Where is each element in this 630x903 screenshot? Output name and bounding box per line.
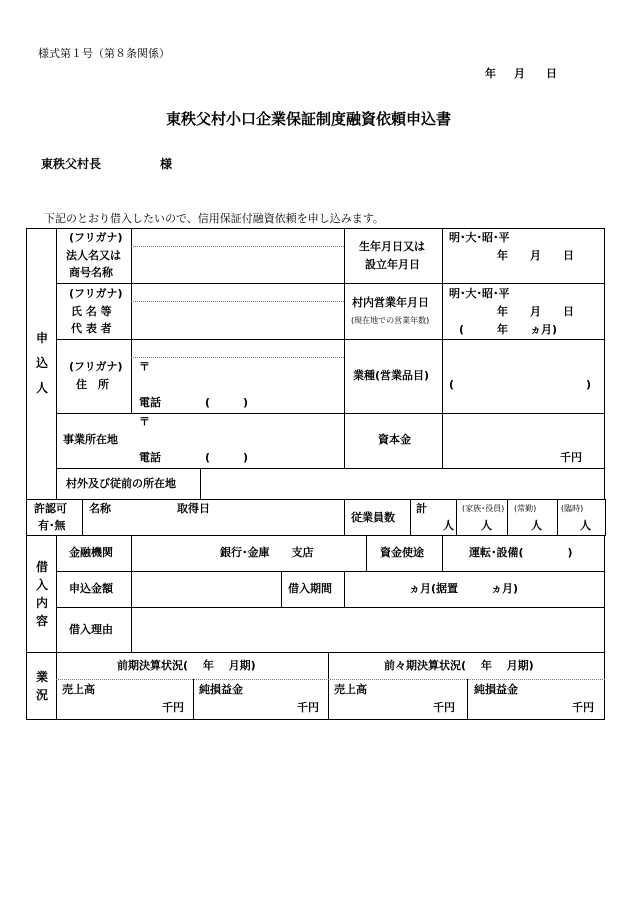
section-label-business-1: 業 (36, 670, 49, 684)
period-label: 借入期間 (288, 582, 332, 595)
permit-label-2: 有･無 (38, 519, 66, 532)
period-field: ヵ月(据置 ヵ月) (409, 582, 519, 595)
birth-label-1: 生年月日又は (359, 240, 425, 253)
section-label-applicant-1: 申 (36, 331, 49, 345)
address-label: 住 所 (76, 378, 109, 391)
section-label-applicant-3: 人 (36, 381, 49, 395)
furigana-label-rep: (フリガナ) (69, 287, 123, 300)
employees-temporary-label: (臨時) (561, 504, 584, 513)
permit-label-1: 許認可 (34, 502, 67, 515)
intro-text: 下記のとおり借入したいので、信用保証付融資依頼を申し込みます。 (44, 212, 384, 225)
employees-family-label: (家族･役員) (462, 504, 505, 513)
employees-total-unit: 人 (443, 519, 454, 532)
employees-label: 従業員数 (351, 511, 395, 524)
date-month: 月 (514, 67, 525, 80)
birth-date-fields: 年 月 日 (497, 249, 574, 262)
prev-prev-period-header: 前々期決算状況( 年 月期) (384, 659, 534, 672)
prevprev-profit-label: 純損益金 (474, 683, 518, 696)
section-label-loan-4: 容 (36, 614, 49, 628)
outside-location-label: 村外及び従前の所在地 (66, 477, 176, 490)
section-label-loan-2: 入 (36, 578, 49, 592)
corp-name-label-2: 商号名称 (69, 266, 113, 279)
prev-profit-unit: 千円 (297, 701, 319, 714)
industry-label: 業種(営業品目) (353, 369, 430, 382)
prev-profit-label: 純損益金 (199, 683, 243, 696)
birth-era-options: 明･大･昭･平 (449, 231, 510, 244)
purpose-field: 運転･設備( ) (469, 546, 573, 559)
permit-name-label: 名称 (89, 502, 111, 515)
honorific: 様 (160, 157, 173, 171)
date-year: 年 (485, 67, 496, 80)
employees-family-unit: 人 (481, 519, 492, 532)
prev-sales-unit: 千円 (162, 701, 184, 714)
corp-name-label-1: 法人名又は (66, 249, 121, 262)
form-number: 様式第１号（第８条関係） (38, 47, 170, 60)
prevprev-sales-label: 売上高 (334, 683, 367, 696)
office-phone: 電話 ( ) (139, 451, 249, 464)
amount-label: 申込金額 (69, 582, 113, 595)
prev-sales-label: 売上高 (62, 683, 95, 696)
office-label: 事業所在地 (63, 433, 118, 446)
purpose-label: 資金使途 (380, 546, 424, 559)
page-title: 東秩父村小口企業保証制度融資依頼申込書 (166, 110, 452, 128)
furigana-label-address: (フリガナ) (69, 360, 123, 373)
industry-field: ( ) (449, 378, 592, 391)
furigana-label-corp: (フリガナ) (69, 231, 123, 244)
prev-period-header: 前期決算状況( 年 月期) (117, 659, 256, 672)
section-label-business-2: 況 (36, 688, 49, 702)
employees-fulltime-label: (常勤) (514, 504, 537, 513)
section-label-loan-3: 内 (36, 596, 49, 610)
rep-label-1: 氏 名 等 (71, 305, 112, 318)
employees-total-label: 計 (416, 502, 427, 515)
permit-acquired-label: 取得日 (177, 502, 210, 515)
postal-mark: 〒 (139, 360, 150, 373)
section-label-applicant-2: 込 (36, 356, 49, 370)
birth-label-2: 設立年月日 (365, 258, 420, 271)
prevprev-sales-unit: 千円 (433, 701, 455, 714)
date-day: 日 (546, 67, 557, 80)
biz-years-label: 村内営業年月日 (352, 296, 429, 309)
bank-field: 銀行･金庫 支店 (220, 546, 314, 559)
biz-era-options: 明･大･昭･平 (449, 287, 510, 300)
employees-temporary-unit: 人 (580, 519, 591, 532)
capital-label: 資本金 (378, 433, 411, 446)
addressee: 東秩父村長 (41, 157, 102, 171)
biz-date-fields: 年 月 日 (497, 305, 574, 318)
office-postal-mark: 〒 (139, 415, 150, 428)
biz-years-duration: ( 年 ヵ月) (459, 323, 558, 336)
prevprev-profit-unit: 千円 (572, 701, 594, 714)
rep-label-2: 代 表 者 (71, 322, 112, 335)
employees-fulltime-unit: 人 (531, 519, 542, 532)
institution-label: 金融機関 (69, 546, 113, 559)
capital-unit: 千円 (560, 451, 582, 464)
address-phone: 電話 ( ) (139, 396, 249, 409)
reason-label: 借入理由 (69, 623, 113, 636)
section-label-loan-1: 借 (36, 560, 49, 574)
biz-years-note: (現在地での営業年数) (351, 316, 430, 325)
